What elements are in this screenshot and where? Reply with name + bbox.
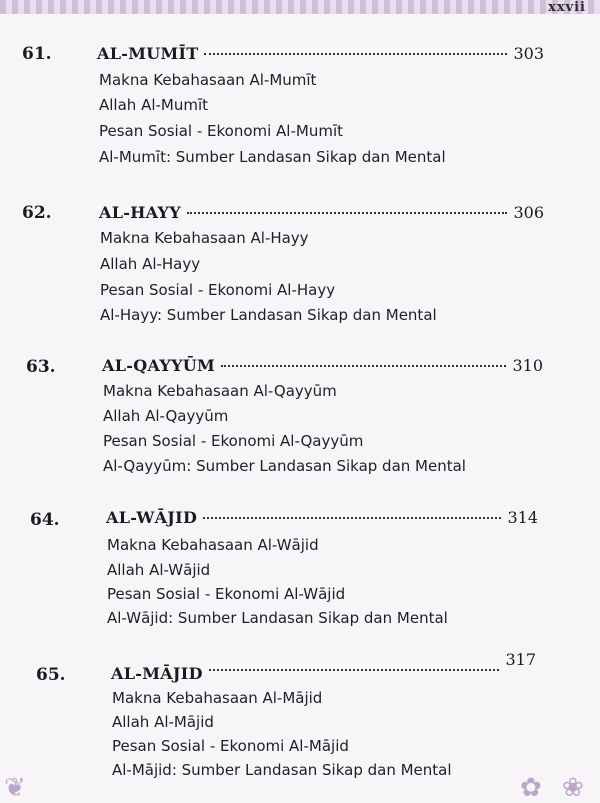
floral-ornament-icon: ❦: [4, 773, 26, 803]
sub-item: Allah Al-Qayyūm: [103, 407, 229, 425]
entry-page: 306: [513, 203, 544, 222]
sub-item: Pesan Sosial - Ekonomi Al-Qayyūm: [103, 432, 364, 450]
sub-item: Allah Al-Hayy: [100, 255, 201, 273]
entry-number: 63.: [26, 357, 56, 377]
sub-item: Al-Hayy: Sumber Landasan Sikap dan Mental: [100, 306, 437, 324]
dot-leader: [209, 669, 500, 671]
entry-title: AL-WĀJID: [106, 508, 198, 527]
dot-leader: [221, 365, 506, 367]
sub-item: Pesan Sosial - Ekonomi Al-Mumīt: [99, 122, 343, 140]
sub-item: Al-Qayyūm: Sumber Landasan Sikap dan Mental: [103, 457, 466, 475]
sub-item: Makna Kebahasaan Al-Hayy: [100, 229, 309, 247]
sub-item: Makna Kebahasaan Al-Wājid: [107, 536, 319, 554]
entry-number: 64.: [30, 510, 60, 530]
entry-title: AL-MUMĪT: [97, 44, 199, 63]
sub-item: Allah Al-Wājid: [107, 561, 211, 579]
entry-title: AL-QAYYŪM: [102, 356, 216, 375]
sub-item: Pesan Sosial - Ekonomi Al-Wājid: [107, 585, 346, 603]
sub-item: Al-Mumīt: Sumber Landasan Sikap dan Mental: [99, 148, 446, 166]
entry-page: 317: [505, 650, 536, 669]
entry-heading[interactable]: [102, 356, 543, 375]
entry-page: 303: [513, 44, 544, 63]
dot-leader: [204, 53, 507, 55]
entry-heading[interactable]: [97, 44, 544, 63]
entry-page: 314: [507, 508, 538, 527]
entry-heading[interactable]: [99, 203, 544, 222]
entry-number: 62.: [22, 203, 52, 223]
dot-leader: [187, 212, 507, 214]
entry-heading[interactable]: [111, 650, 536, 683]
sub-item: Makna Kebahasaan Al-Mumīt: [99, 71, 317, 89]
entry-title: AL-MĀJID: [111, 664, 203, 683]
floral-ornament-icon: ✿: [520, 773, 542, 803]
entry-heading[interactable]: [106, 508, 538, 527]
page-number: xxvii: [548, 0, 586, 15]
sub-item: Allah Al-Mājid: [112, 713, 214, 731]
dot-leader: [203, 517, 501, 519]
floral-ornament-icon: ❀: [562, 773, 584, 803]
entry-number: 61.: [22, 44, 52, 64]
top-decorative-border: [0, 0, 600, 14]
sub-item: Makna Kebahasaan Al-Qayyūm: [103, 382, 337, 400]
sub-item: Allah Al-Mumīt: [99, 96, 209, 114]
entry-page: 310: [512, 356, 543, 375]
sub-item: Pesan Sosial - Ekonomi Al-Mājid: [112, 737, 349, 755]
sub-item: Makna Kebahasaan Al-Mājid: [112, 689, 323, 707]
sub-item: Pesan Sosial - Ekonomi Al-Hayy: [100, 281, 336, 299]
entry-title: AL-HAYY: [99, 203, 181, 222]
sub-item: Al-Wājid: Sumber Landasan Sikap dan Mental: [107, 609, 448, 627]
entry-number: 65.: [36, 665, 66, 685]
sub-item: Al-Mājid: Sumber Landasan Sikap dan Mental: [112, 761, 452, 779]
